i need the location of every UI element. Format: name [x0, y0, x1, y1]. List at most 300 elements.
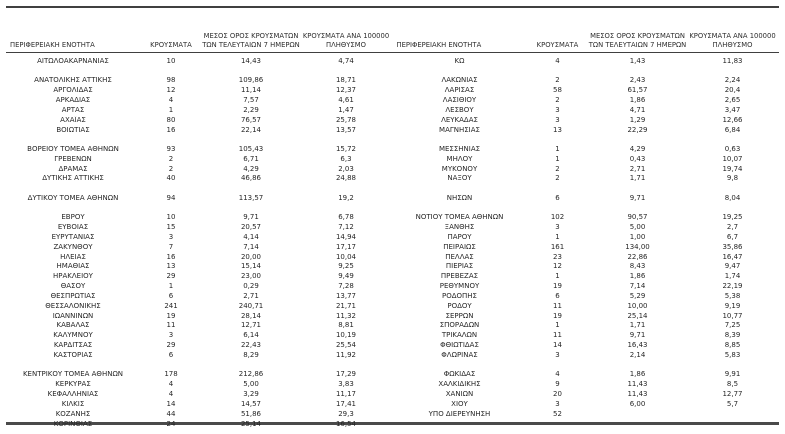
table-row	[6, 302, 393, 312]
table-row	[393, 390, 780, 400]
cases-cell: 1	[555, 154, 560, 163]
avg7-cell: 1,86	[629, 96, 646, 105]
cases-cell: 4	[168, 380, 174, 389]
cases-cell: 94	[166, 193, 176, 202]
table-row	[393, 194, 780, 204]
region-cell: ΦΛΩΡΙΝΑΣ	[441, 350, 478, 359]
cases-cell: 20	[553, 389, 562, 398]
cases-cell: 24	[166, 419, 176, 428]
table-header-left	[6, 8, 393, 52]
header-avg7: ΜΕΣΟΣ ΟΡΟΣ ΚΡΟΥΣΜΑΤΩΝ ΤΩΝ ΤΕΛΕΥΤΑΙΩΝ 7 ΗΜΕΡΩΝ	[202, 32, 300, 49]
table-row	[6, 292, 393, 302]
per100k-cell	[687, 410, 779, 420]
cases-cell: 16	[166, 252, 176, 261]
region-cell: ΚΑΡΔΙΤΣΑΣ	[53, 341, 93, 350]
region-cell: ΔΥΤΙΚΗΣ ΑΤΤΙΚΗΣ	[42, 174, 104, 183]
per100k-cell: 3,47	[724, 105, 741, 114]
cases-cell: 52	[553, 409, 562, 418]
region-cell: ΧΑΛΚΙΔΙΚΗΣ	[438, 380, 481, 389]
avg7-cell: 76,57	[240, 115, 262, 124]
per100k-cell: 9,25	[338, 262, 354, 271]
per100k-cell: 24,88	[335, 174, 357, 183]
avg7-cell: 2,29	[243, 105, 259, 114]
cases-cell: 6	[555, 291, 560, 300]
table-row	[393, 331, 780, 341]
per100k-cell: 9,91	[724, 370, 741, 379]
region-cell: ΖΑΚΥΝΘΟΥ	[53, 242, 93, 251]
table-row	[6, 380, 393, 390]
table-body-left	[6, 57, 393, 429]
per100k-cell: 10,04	[335, 252, 357, 261]
region-cell: ΘΕΣΣΑΛΟΝΙΚΗΣ	[45, 301, 101, 310]
region-cell: ΒΟΡΕΙΟΥ ΤΟΜΕΑ ΑΘΗΝΩΝ	[27, 144, 119, 153]
per100k-cell: 5,38	[724, 291, 741, 300]
avg7-cell: 3,29	[243, 389, 259, 398]
avg7-cell: 8,29	[243, 350, 259, 359]
table-row	[393, 370, 780, 380]
avg7-cell: 7,57	[243, 96, 259, 105]
table-row	[6, 410, 393, 420]
avg7-cell: 15,14	[240, 262, 262, 271]
cases-cell: 14	[166, 399, 176, 408]
avg7-cell: 5,00	[243, 380, 259, 389]
cases-cell: 1	[555, 272, 560, 281]
region-cell: ΚΑΛΥΜΝΟΥ	[53, 331, 93, 340]
table-row	[6, 400, 393, 410]
cases-cell: 4	[555, 57, 560, 65]
table-row	[393, 233, 780, 243]
per100k-cell: 6,78	[338, 213, 354, 222]
avg7-cell: 46,86	[240, 174, 262, 183]
per100k-cell: 4,61	[338, 96, 354, 105]
per100k-cell: 19,25	[722, 213, 743, 222]
cases-cell: 4	[555, 370, 560, 379]
header-cases: ΚΡΟΥΣΜΑΤΑ	[150, 40, 192, 49]
table-row	[6, 145, 393, 155]
region-cell: ΡΕΘΥΜΝΟΥ	[439, 282, 480, 291]
cases-cell: 161	[550, 242, 565, 251]
table-row	[6, 243, 393, 253]
cases-cell: 29	[166, 341, 176, 350]
per100k-cell: 8,04	[724, 193, 741, 202]
table-row	[6, 213, 393, 223]
region-cell: ΜΥΚΟΝΟΥ	[441, 164, 478, 173]
per100k-cell: 2,65	[724, 96, 741, 105]
per100k-cell: 10,77	[722, 311, 743, 320]
region-cell: ΘΑΣΟΥ	[60, 282, 86, 291]
region-cell: ΘΕΣΠΡΩΤΙΑΣ	[50, 291, 96, 300]
per100k-cell: 11,92	[335, 350, 357, 359]
cases-cell: 6	[168, 291, 174, 300]
per100k-cell: 11,83	[722, 57, 743, 65]
avg7-cell: 4,29	[629, 144, 646, 153]
avg7-cell: 1,71	[629, 321, 646, 330]
avg7-cell: 1,00	[629, 232, 646, 241]
table-row	[6, 262, 393, 272]
cases-cell: 102	[550, 213, 565, 222]
cases-cell: 44	[166, 409, 176, 418]
table-row	[6, 96, 393, 106]
per100k-cell: 3,83	[338, 380, 354, 389]
avg7-cell: 22,86	[627, 252, 648, 261]
region-cell: ΦΘΙΩΤΙΔΑΣ	[440, 341, 479, 350]
region-cell: ΣΕΡΡΩΝ	[445, 311, 474, 320]
avg7-cell: 1,29	[629, 115, 646, 124]
region-cell: ΗΜΑΘΙΑΣ	[56, 262, 90, 271]
per100k-cell: 6,3	[340, 154, 352, 163]
cases-cell: 12	[553, 262, 562, 271]
table-row	[6, 370, 393, 380]
cases-cell: 10	[166, 213, 176, 222]
table-row	[6, 223, 393, 233]
per100k-cell: 7,28	[338, 282, 354, 291]
table-row	[393, 57, 780, 67]
avg7-cell: 1,86	[629, 272, 646, 281]
per100k-cell: 21,71	[335, 301, 357, 310]
table-row	[6, 351, 393, 361]
avg7-cell: 6,00	[629, 399, 646, 408]
cases-cell: 14	[553, 341, 562, 350]
per100k-cell: 22,19	[722, 282, 743, 291]
table-row	[6, 282, 393, 292]
cases-cell: 19	[166, 311, 176, 320]
cases-cell: 2	[168, 154, 174, 163]
table-row	[393, 165, 780, 175]
table-row	[393, 262, 780, 272]
table-row	[6, 57, 393, 67]
table-row	[6, 312, 393, 322]
region-cell: ΚΑΣΤΟΡΙΑΣ	[53, 350, 93, 359]
region-cell: ΛΑΡΙΣΑΣ	[444, 86, 475, 95]
cases-cell: 2	[555, 96, 560, 105]
table-row	[6, 331, 393, 341]
table-row	[6, 321, 393, 331]
cases-cell: 40	[166, 174, 176, 183]
per100k-cell: 25,54	[335, 341, 357, 350]
regional-cases-table	[6, 6, 779, 428]
header-per100k: ΚΡΟΥΣΜΑΤΑ ΑΝΑ 100000 ΠΛΗΘΥΣΜΟ	[302, 32, 390, 49]
table-row	[393, 410, 780, 420]
table-row	[393, 302, 780, 312]
region-cell: ΕΥΒΟΙΑΣ	[57, 222, 89, 231]
per100k-cell: 8,85	[724, 341, 741, 350]
region-cell: ΠΕΛΛΑΣ	[445, 252, 474, 261]
per100k-cell: 7,12	[338, 222, 354, 231]
cases-cell: 6	[555, 193, 560, 202]
avg7-cell: 9,71	[629, 193, 646, 202]
avg7-cell: 105,43	[238, 144, 264, 153]
per100k-cell: 17,17	[335, 242, 357, 251]
cases-cell: 6	[168, 350, 174, 359]
avg7-cell: 20,00	[240, 252, 262, 261]
table-row	[6, 390, 393, 400]
table-row	[393, 106, 780, 116]
per100k-cell: 11,17	[335, 389, 357, 398]
region-cell: ΧΙΟΥ	[451, 399, 468, 408]
per100k-cell: 35,86	[722, 242, 743, 251]
avg7-cell: 1,86	[629, 370, 646, 379]
table-row	[393, 312, 780, 322]
cases-cell: 2	[555, 76, 560, 85]
per100k-cell: 1,74	[724, 272, 741, 281]
per100k-cell: 8,81	[338, 321, 354, 330]
table-row	[393, 351, 780, 361]
cases-cell: 3	[168, 331, 174, 340]
cases-cell: 241	[164, 301, 178, 310]
avg7-cell: 22,14	[240, 125, 262, 134]
region-cell: ΝΟΤΙΟΥ ΤΟΜΕΑ ΑΘΗΝΩΝ	[415, 213, 504, 222]
avg7-cell: 90,57	[627, 213, 648, 222]
table-row	[393, 116, 780, 126]
avg7-cell: 6,14	[243, 331, 259, 340]
avg7-cell: 11,43	[627, 380, 648, 389]
cases-cell: 1	[555, 321, 560, 330]
table-row	[6, 126, 393, 136]
avg7-cell	[589, 410, 687, 420]
table-row	[393, 272, 780, 282]
avg7-cell: 0,29	[243, 282, 259, 291]
cases-cell: 2	[555, 164, 560, 173]
region-cell: ΚΑΒΑΛΑΣ	[56, 321, 90, 330]
region-cell: ΡΟΔΟΥ	[447, 301, 472, 310]
avg7-cell: 5,29	[629, 291, 646, 300]
per100k-cell: 19,2	[338, 193, 354, 202]
avg7-cell: 25,14	[627, 311, 648, 320]
per100k-cell: 16,54	[335, 419, 357, 428]
cases-cell: 3	[555, 350, 560, 359]
region-cell: ΦΩΚΙΔΑΣ	[443, 370, 476, 379]
cases-cell: 4	[168, 389, 174, 398]
region-cell: ΡΟΔΟΠΗΣ	[442, 291, 477, 300]
header-cases: ΚΡΟΥΣΜΑΤΑ	[536, 40, 579, 49]
region-cell: ΞΑΝΘΗΣ	[444, 222, 475, 231]
region-cell: ΚΟΖΑΝΗΣ	[55, 409, 91, 418]
avg7-cell: 4,14	[243, 232, 259, 241]
per100k-cell: 1,47	[338, 105, 354, 114]
table-row	[393, 341, 780, 351]
cases-cell: 10	[166, 57, 176, 65]
table-header-right	[393, 8, 780, 52]
table-row	[393, 86, 780, 96]
table-row	[393, 321, 780, 331]
per100k-cell: 9,19	[724, 301, 741, 310]
cases-cell: 2	[168, 164, 174, 173]
region-cell: ΑΡΓΟΛΙΔΑΣ	[53, 86, 93, 95]
cases-cell: 93	[166, 144, 176, 153]
table-row	[6, 194, 393, 204]
avg7-cell: 2,71	[243, 291, 259, 300]
table-row	[6, 165, 393, 175]
region-cell: ΛΑΣΙΘΙΟΥ	[442, 96, 477, 105]
region-cell: ΛΕΥΚΑΔΑΣ	[441, 115, 478, 124]
table-row	[6, 76, 393, 86]
cases-cell: 1	[555, 144, 560, 153]
region-cell: ΤΡΙΚΑΛΩΝ	[441, 331, 478, 340]
region-cell: ΚΩ	[454, 57, 465, 65]
header-region: ΠΕΡΙΦΕΡΕΙΑΚΗ ΕΝΟΤΗΤΑ	[396, 40, 482, 49]
cases-cell: 15	[166, 222, 176, 231]
region-cell: ΕΥΡΥΤΑΝΙΑΣ	[51, 232, 95, 241]
region-cell: ΔΥΤΙΚΟΥ ΤΟΜΕΑ ΑΘΗΝΩΝ	[27, 193, 119, 202]
avg7-cell: 28,14	[240, 311, 262, 320]
table-row	[6, 272, 393, 282]
table-header	[6, 8, 779, 53]
table-row	[6, 253, 393, 263]
region-cell: ΣΠΟΡΑΔΩΝ	[439, 321, 480, 330]
per100k-cell: 8,5	[726, 380, 739, 389]
region-cell: ΥΠΟ ΔΙΕΡΕΥΝΗΣΗ	[428, 409, 491, 418]
table-row	[393, 400, 780, 410]
region-cell: ΧΑΝΙΩΝ	[445, 389, 474, 398]
cases-cell: 3	[555, 399, 560, 408]
avg7-cell: 9,71	[629, 331, 646, 340]
region-cell: ΠΡΕΒΕΖΑΣ	[440, 272, 479, 281]
per100k-cell: 10,07	[722, 154, 743, 163]
table-row	[393, 96, 780, 106]
cases-cell: 9	[555, 380, 560, 389]
avg7-cell: 23,00	[240, 272, 262, 281]
avg7-cell: 9,71	[243, 213, 259, 222]
cases-cell: 1	[555, 232, 560, 241]
cases-cell: 11	[166, 321, 176, 330]
per100k-cell: 19,74	[722, 164, 743, 173]
region-cell: ΑΧΑΪΑΣ	[60, 115, 86, 124]
table-row	[393, 213, 780, 223]
avg7-cell: 7,14	[629, 282, 646, 291]
per100k-cell: 6,7	[726, 232, 739, 241]
table-row	[393, 174, 780, 184]
table-row	[6, 116, 393, 126]
region-cell: ΑΙΤΩΛΟΑΚΑΡΝΑΝΙΑΣ	[37, 57, 109, 65]
region-cell: ΗΛΕΙΑΣ	[60, 252, 86, 261]
region-cell: ΠΙΕΡΙΑΣ	[445, 262, 474, 271]
avg7-cell: 134,00	[625, 242, 650, 251]
cases-cell: 16	[166, 125, 176, 134]
per100k-cell: 8,39	[724, 331, 741, 340]
table-row	[6, 174, 393, 184]
per100k-cell: 7,25	[724, 321, 741, 330]
avg7-cell: 16,43	[627, 341, 648, 350]
table-body-right	[393, 57, 780, 429]
region-cell: ΜΑΓΝΗΣΙΑΣ	[439, 125, 480, 134]
region-cell: ΕΒΡΟΥ	[61, 213, 85, 222]
table-row	[393, 380, 780, 390]
per100k-cell: 17,29	[335, 370, 357, 379]
region-cell: ΜΕΣΣΗΝΙΑΣ	[438, 144, 481, 153]
table-row	[393, 126, 780, 136]
region-cell: ΓΡΕΒΕΝΩΝ	[54, 154, 92, 163]
region-cell: ΛΑΚΩΝΙΑΣ	[441, 76, 478, 85]
table-row	[6, 106, 393, 116]
avg7-cell: 1,71	[629, 174, 646, 183]
per100k-cell: 15,72	[335, 144, 357, 153]
per100k-cell: 5,83	[724, 350, 741, 359]
per100k-cell: 12,77	[722, 389, 743, 398]
avg7-cell: 6,71	[243, 154, 259, 163]
cases-cell: 13	[553, 125, 562, 134]
cases-cell: 11	[553, 331, 562, 340]
region-cell: ΛΕΣΒΟΥ	[445, 105, 474, 114]
table-row	[393, 282, 780, 292]
cases-cell: 3	[555, 222, 560, 231]
avg7-cell: 212,86	[238, 370, 264, 379]
table-row	[393, 292, 780, 302]
avg7-cell: 0,43	[629, 154, 646, 163]
header-per100k: ΚΡΟΥΣΜΑΤΑ ΑΝΑ 100000 ΠΛΗΘΥΣΜΟ	[689, 32, 776, 49]
table-row	[393, 155, 780, 165]
region-cell: ΝΑΞΟΥ	[447, 174, 472, 183]
per100k-cell: 2,7	[726, 222, 739, 231]
cases-cell: 3	[555, 115, 560, 124]
avg7-cell: 20,57	[240, 222, 262, 231]
header-avg7: ΜΕΣΟΣ ΟΡΟΣ ΚΡΟΥΣΜΑΤΩΝ ΤΩΝ ΤΕΛΕΥΤΑΙΩΝ 7 ΗΜΕΡΩΝ	[588, 32, 687, 49]
avg7-cell: 4,71	[629, 105, 646, 114]
avg7-cell: 7,14	[243, 242, 259, 251]
region-cell: ΑΝΑΤΟΛΙΚΗΣ ΑΤΤΙΚΗΣ	[34, 76, 112, 85]
avg7-cell: 5,00	[629, 222, 646, 231]
cases-cell: 58	[553, 86, 562, 95]
cases-cell: 23	[553, 252, 562, 261]
cases-cell: 12	[166, 86, 176, 95]
per100k-cell: 13,77	[335, 291, 357, 300]
cases-cell: 7	[168, 242, 174, 251]
per100k-cell: 5,7	[726, 399, 739, 408]
per100k-cell: 13,57	[335, 125, 357, 134]
cases-cell: 1	[168, 282, 174, 291]
avg7-cell: 4,29	[243, 164, 259, 173]
avg7-cell: 11,43	[627, 389, 648, 398]
region-cell: ΒΟΙΩΤΙΑΣ	[56, 125, 90, 134]
cases-cell: 29	[166, 272, 176, 281]
table-body	[6, 53, 779, 429]
table-row	[393, 145, 780, 155]
per100k-cell: 2,24	[724, 76, 741, 85]
region-cell: ΑΡΤΑΣ	[61, 105, 85, 114]
per100k-cell: 12,37	[335, 86, 357, 95]
region-cell: ΚΙΛΚΙΣ	[61, 399, 85, 408]
region-cell: ΙΩΑΝΝΙΝΩΝ	[52, 311, 94, 320]
avg7-cell: 2,71	[629, 164, 646, 173]
per100k-cell: 29,3	[338, 409, 354, 418]
table-row	[6, 233, 393, 243]
table-row	[6, 155, 393, 165]
avg7-cell: 14,57	[240, 399, 262, 408]
cases-cell: 3	[168, 232, 174, 241]
region-cell: ΔΡΑΜΑΣ	[58, 164, 88, 173]
avg7-cell: 12,71	[240, 321, 262, 330]
table-row	[393, 253, 780, 263]
cases-cell: 13	[166, 262, 176, 271]
region-cell: ΗΡΑΚΛΕΙΟΥ	[53, 272, 93, 281]
table-row	[6, 86, 393, 96]
avg7-cell: 22,29	[627, 125, 648, 134]
per100k-cell: 17,41	[335, 399, 357, 408]
region-cell: ΜΗΛΟΥ	[446, 154, 473, 163]
avg7-cell: 25,14	[240, 419, 262, 428]
cases-cell: 2	[555, 174, 560, 183]
per100k-cell: 10,19	[335, 331, 357, 340]
region-cell: ΚΕΡΚΥΡΑΣ	[55, 380, 91, 389]
avg7-cell: 51,86	[240, 409, 262, 418]
region-cell: ΠΕΙΡΑΙΩΣ	[443, 242, 476, 251]
per100k-cell: 6,84	[724, 125, 741, 134]
cases-cell: 80	[166, 115, 176, 124]
table-row	[6, 341, 393, 351]
cases-cell: 98	[166, 76, 176, 85]
per100k-cell: 20,4	[724, 86, 741, 95]
avg7-cell: 61,57	[627, 86, 648, 95]
region-cell: ΑΡΚΑΔΙΑΣ	[55, 96, 91, 105]
